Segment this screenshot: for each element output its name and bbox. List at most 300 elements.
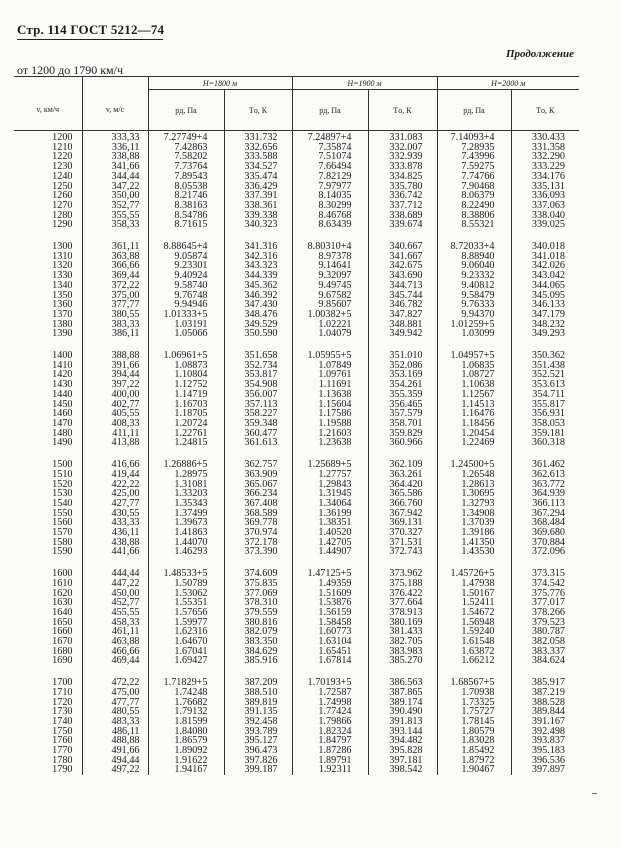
cell-v-kmh: 1640 [52, 606, 73, 618]
cell-temp-1800: 365.067 [224, 480, 292, 490]
cell-pressure-1900: 1.72587 [292, 688, 368, 698]
cell-pressure-1900: 1.07849 [292, 361, 368, 371]
cell-v-kmh: 1350 [52, 289, 73, 301]
cell-temp-1800: 348.476 [224, 310, 292, 320]
cell-pressure-1900: 1.11691 [292, 380, 368, 390]
cell-temp-2000: 342.026 [511, 261, 579, 271]
cell-v-ms: 497,22 [82, 765, 148, 775]
cell-temp-2000: 355.817 [511, 400, 579, 410]
cell-pressure-1800: 1.35343 [148, 499, 224, 509]
cell-temp-1800: 392.458 [224, 717, 292, 727]
cell-pressure-2000: 7.74766 [437, 172, 511, 182]
cell-v-kmh: 1280 [52, 209, 73, 221]
cell-pressure-2000: 1.70938 [437, 688, 511, 698]
cell-pressure-2000: 1.04957+5 [437, 351, 511, 361]
cell-pressure-1900: 1.65451 [292, 647, 368, 657]
cell-temp-1800: 379.559 [224, 608, 292, 618]
cell-temp-2000: 383.337 [511, 647, 579, 657]
cell-pressure-1900: 1.40520 [292, 528, 368, 538]
cell-pressure-1800: 7.58202 [148, 152, 224, 162]
cell-temp-2000: 364.939 [511, 489, 579, 499]
range-title: от 1200 до 1790 км/ч [17, 63, 123, 77]
cell-pressure-1900: 1.63104 [292, 637, 368, 647]
cell-temp-1800: 389.819 [224, 698, 292, 708]
col-header-v-ms: v, м/с [82, 90, 148, 131]
cell-temp-1800: 340.323 [224, 220, 292, 230]
cell-v-kmh: 1610 [52, 577, 73, 589]
cell-pressure-2000: 7.59275 [437, 162, 511, 172]
cell-temp-1900: 389.174 [368, 698, 437, 708]
cell-pressure-1800: 1.10804 [148, 370, 224, 380]
cell-v-kmh: 1520 [52, 478, 73, 490]
cell-temp-2000: 330.433 [511, 131, 579, 143]
cell-v-kmh: 1630 [52, 597, 73, 609]
col-header-pressure: pд, Па [148, 90, 224, 131]
cell-temp-1800: 366.234 [224, 489, 292, 499]
cell-pressure-2000: 1.32793 [437, 499, 511, 509]
cell-temp-1800: 391.135 [224, 707, 292, 717]
cell-pressure-2000: 9.76333 [437, 300, 511, 310]
cell-temp-1800: 385.916 [224, 656, 292, 666]
cell-pressure-1900: 7.24897+4 [292, 131, 368, 143]
cell-temp-2000: 385.917 [511, 678, 579, 688]
cell-pressure-1900: 7.51074 [292, 152, 368, 162]
cell-pressure-1900: 1.74998 [292, 698, 368, 708]
cell-pressure-1900: 1.04079 [292, 329, 368, 339]
cell-temp-1800: 342.316 [224, 252, 292, 262]
header-blank [14, 77, 82, 90]
cell-v-kmh: 1500 [52, 459, 73, 471]
cell-v-ms: 355,55 [82, 211, 148, 221]
cell-pressure-2000: 1.85492 [437, 746, 511, 756]
cell-v-kmh: 1300 [52, 241, 73, 253]
cell-pressure-1900: 1.29843 [292, 480, 368, 490]
cell-v-kmh: 1230 [52, 161, 73, 173]
cell-pressure-2000: 8.72033+4 [437, 242, 511, 252]
cell-temp-1800: 351.658 [224, 351, 292, 361]
cell-v-kmh: 1310 [52, 250, 73, 262]
cell-temp-2000: 337.063 [511, 201, 579, 211]
cell-temp-1800: 384.629 [224, 647, 292, 657]
cell-temp-1800: 372.178 [224, 538, 292, 548]
cell-temp-2000: 352.521 [511, 370, 579, 380]
cell-temp-1900: 358.701 [368, 419, 437, 429]
cell-temp-2000: 345.095 [511, 291, 579, 301]
cell-temp-1800: 341.316 [224, 242, 292, 252]
cell-v-kmh: 1320 [52, 260, 73, 272]
cell-v-kmh: 1530 [52, 488, 73, 500]
cell-pressure-2000: 9.23332 [437, 271, 511, 281]
cell-pressure-1800: 1.91622 [148, 756, 224, 766]
cell-temp-2000: 391.167 [511, 717, 579, 727]
cell-pressure-1900: 1.42705 [292, 538, 368, 548]
page-mark [592, 793, 597, 794]
cell-temp-1800: 388.510 [224, 688, 292, 698]
cell-pressure-1800: 7.27749+4 [148, 131, 224, 143]
cell-temp-2000: 334.176 [511, 172, 579, 182]
cell-temp-1800: 357.113 [224, 400, 292, 410]
cell-pressure-1800: 7.89543 [148, 172, 224, 182]
cell-temp-1800: 359.348 [224, 419, 292, 429]
cell-temp-1900: 352.086 [368, 361, 437, 371]
cell-v-ms: 402,77 [82, 400, 148, 410]
cell-pressure-2000: 1.52411 [437, 598, 511, 608]
cell-temp-1900: 338.689 [368, 211, 437, 221]
col-header-pressure: pд, Па [292, 90, 368, 131]
cell-v-kmh: 1410 [52, 359, 73, 371]
cell-temp-1800: 396.473 [224, 746, 292, 756]
cell-pressure-1900: 9.49745 [292, 281, 368, 291]
cell-v-ms: 475,00 [82, 688, 148, 698]
cell-v-kmh: 1450 [52, 398, 73, 410]
cell-v-ms: 452,77 [82, 598, 148, 608]
col-header-temperature: Tо, К [224, 90, 292, 131]
cell-pressure-2000: 1.03099 [437, 329, 511, 339]
cell-temp-1900: 341.667 [368, 252, 437, 262]
cell-temp-1800: 353.817 [224, 370, 292, 380]
cell-pressure-1900: 1.25689+5 [292, 460, 368, 470]
cell-pressure-1800: 9.23301 [148, 261, 224, 271]
cell-v-kmh: 1290 [52, 219, 73, 231]
cell-temp-2000: 332.290 [511, 152, 579, 162]
cell-temp-1800: 345.362 [224, 281, 292, 291]
table-row [14, 329, 579, 339]
cell-v-kmh: 1570 [52, 527, 73, 539]
cell-temp-2000: 366.113 [511, 499, 579, 509]
cell-v-kmh: 1390 [52, 328, 73, 340]
cell-pressure-1800: 1.18705 [148, 409, 224, 419]
cell-pressure-1800: 1.37499 [148, 509, 224, 519]
cell-temp-2000: 387.219 [511, 688, 579, 698]
cell-temp-1900: 344.713 [368, 281, 437, 291]
cell-temp-2000: 340.018 [511, 242, 579, 252]
cell-temp-1800: 363.909 [224, 470, 292, 480]
cell-v-kmh: 1270 [52, 199, 73, 211]
cell-temp-1800: 378.310 [224, 598, 292, 608]
cell-temp-1900: 381.433 [368, 627, 437, 637]
cell-pressure-2000: 1.39186 [437, 528, 511, 538]
cell-temp-1800: 350.590 [224, 329, 292, 339]
cell-temp-2000: 331.358 [511, 143, 579, 153]
cell-temp-1900: 366.760 [368, 499, 437, 509]
cell-pressure-1900: 1.92311 [292, 765, 368, 775]
cell-temp-1800: 368.589 [224, 509, 292, 519]
cell-pressure-1800: 1.59977 [148, 618, 224, 628]
cell-v-ms: 444,44 [82, 569, 148, 579]
cell-temp-2000: 370.884 [511, 538, 579, 548]
cell-v-ms: 377,77 [82, 300, 148, 310]
cell-temp-2000: 380.787 [511, 627, 579, 637]
cell-v-kmh: 1400 [52, 350, 73, 362]
cell-v-kmh: 1730 [52, 706, 73, 718]
cell-temp-1800: 374.609 [224, 569, 292, 579]
cell-v-kmh: 1420 [52, 369, 73, 381]
cell-temp-2000: 396.536 [511, 756, 579, 766]
cell-pressure-2000: 1.06835 [437, 361, 511, 371]
cell-v-ms: 469,44 [82, 656, 148, 666]
cell-temp-1800: 393.789 [224, 727, 292, 737]
cell-pressure-2000: 1.75727 [437, 707, 511, 717]
cell-temp-1900: 372.743 [368, 547, 437, 557]
cell-temp-1800: 356.007 [224, 390, 292, 400]
cell-pressure-2000: 1.59240 [437, 627, 511, 637]
cell-pressure-1900: 1.56159 [292, 608, 368, 618]
cell-pressure-1900: 1.47125+5 [292, 569, 368, 579]
cell-temp-1800: 338.361 [224, 201, 292, 211]
cell-temp-1800: 352.734 [224, 361, 292, 371]
cell-pressure-1800: 1.64670 [148, 637, 224, 647]
col-header-v-kmh: v, км/ч [14, 90, 82, 131]
cell-temp-2000: 343.042 [511, 271, 579, 281]
cell-temp-1900: 334.825 [368, 172, 437, 182]
page-header: Стр. 114 ГОСТ 5212—74 [17, 22, 165, 37]
cell-pressure-1900: 1.67814 [292, 656, 368, 666]
cell-pressure-1800: 1.62316 [148, 627, 224, 637]
cell-temp-2000: 368.484 [511, 518, 579, 528]
cell-pressure-1800: 1.06961+5 [148, 351, 224, 361]
cell-pressure-1800: 1.20724 [148, 419, 224, 429]
cell-v-kmh: 1750 [52, 725, 73, 737]
cell-temp-1900: 357.579 [368, 409, 437, 419]
cell-temp-1900: 382.705 [368, 637, 437, 647]
cell-pressure-1800: 1.01333+5 [148, 310, 224, 320]
cell-pressure-1900: 1.70193+5 [292, 678, 368, 688]
cell-temp-2000: 350.362 [511, 351, 579, 361]
cell-v-ms: 352,77 [82, 201, 148, 211]
cell-temp-2000: 348.232 [511, 320, 579, 330]
cell-v-kmh: 1460 [52, 408, 73, 420]
cell-pressure-1900: 9.67582 [292, 291, 368, 301]
cell-pressure-1900: 1.13638 [292, 390, 368, 400]
cell-pressure-1800: 1.79132 [148, 707, 224, 717]
cell-v-ms: 383,33 [82, 320, 148, 330]
cell-pressure-2000: 1.18456 [437, 419, 511, 429]
cell-pressure-1800: 9.94946 [148, 300, 224, 310]
cell-v-kmh: 1540 [52, 497, 73, 509]
cell-temp-1800: 375.835 [224, 579, 292, 589]
cell-pressure-2000: 1.08727 [437, 370, 511, 380]
cell-temp-1800: 354.908 [224, 380, 292, 390]
cell-v-ms: 369,44 [82, 271, 148, 281]
cell-pressure-1900: 1.44907 [292, 547, 368, 557]
cell-temp-1900: 331.083 [368, 131, 437, 143]
cell-pressure-2000: 1.50167 [437, 589, 511, 599]
cell-v-kmh: 1690 [52, 655, 73, 667]
cell-temp-2000: 362.613 [511, 470, 579, 480]
cell-pressure-1900: 1.17586 [292, 409, 368, 419]
cell-v-kmh: 1380 [52, 318, 73, 330]
cell-v-kmh: 1490 [52, 437, 73, 449]
cell-temp-1900: 370.327 [368, 528, 437, 538]
group-header-1800: H=1800 м [148, 77, 292, 90]
cell-pressure-2000: 1.22469 [437, 438, 511, 448]
cell-v-kmh: 1680 [52, 645, 73, 657]
cell-pressure-1900: 1.79866 [292, 717, 368, 727]
cell-temp-1900: 397.181 [368, 756, 437, 766]
cell-v-ms: 375,00 [82, 291, 148, 301]
cell-pressure-1900: 7.97977 [292, 182, 368, 192]
cell-v-ms: 413,88 [82, 438, 148, 448]
cell-temp-1800: 383.350 [224, 637, 292, 647]
cell-temp-1900: 354.261 [368, 380, 437, 390]
cell-temp-1900: 335.780 [368, 182, 437, 192]
cell-v-ms: 472,22 [82, 678, 148, 688]
table-row [14, 131, 579, 143]
cell-temp-2000: 378.266 [511, 608, 579, 618]
cell-temp-2000: 360.318 [511, 438, 579, 448]
cell-v-ms: 436,11 [82, 528, 148, 538]
cell-v-ms: 416,66 [82, 460, 148, 470]
cell-temp-2000: 379.523 [511, 618, 579, 628]
cell-pressure-1900: 8.14035 [292, 191, 368, 201]
cell-temp-1900: 395.828 [368, 746, 437, 756]
cell-temp-2000: 347.179 [511, 310, 579, 320]
cell-temp-1800: 399.187 [224, 765, 292, 775]
cell-v-kmh: 1330 [52, 270, 73, 282]
cell-temp-1800: 373.390 [224, 547, 292, 557]
cell-pressure-1900: 9.14641 [292, 261, 368, 271]
cell-temp-2000: 353.613 [511, 380, 579, 390]
cell-pressure-2000: 8.88940 [437, 252, 511, 262]
cell-v-ms: 425,00 [82, 489, 148, 499]
cell-pressure-1800: 1.76682 [148, 698, 224, 708]
cell-temp-1900: 393.144 [368, 727, 437, 737]
cell-v-ms: 466,66 [82, 647, 148, 657]
cell-v-ms: 341,66 [82, 162, 148, 172]
cell-pressure-1800: 1.53062 [148, 589, 224, 599]
cell-pressure-1800: 8.05538 [148, 182, 224, 192]
cell-v-ms: 363,88 [82, 252, 148, 262]
cell-pressure-1800: 8.38163 [148, 201, 224, 211]
header-blank [82, 77, 148, 90]
cell-temp-2000: 388.528 [511, 698, 579, 708]
cell-pressure-1800: 1.08873 [148, 361, 224, 371]
cell-temp-2000: 382.058 [511, 637, 579, 647]
cell-pressure-2000: 7.14093+4 [437, 131, 511, 143]
cell-temp-1800: 347.430 [224, 300, 292, 310]
cell-pressure-1800: 1.28975 [148, 470, 224, 480]
cell-v-kmh: 1720 [52, 696, 73, 708]
cell-pressure-2000: 1.63872 [437, 647, 511, 657]
cell-pressure-1900: 1.34064 [292, 499, 368, 509]
cell-pressure-2000: 9.94370 [437, 310, 511, 320]
cell-pressure-1800: 1.22761 [148, 429, 224, 439]
cell-temp-1800: 344.339 [224, 271, 292, 281]
cell-pressure-1800: 1.74248 [148, 688, 224, 698]
cell-v-ms: 419,44 [82, 470, 148, 480]
cell-v-kmh: 1470 [52, 417, 73, 429]
cell-v-kmh: 1480 [52, 427, 73, 439]
cell-pressure-2000: 1.37039 [437, 518, 511, 528]
cell-pressure-1900: 1.19588 [292, 419, 368, 429]
cell-temp-1800: 346.392 [224, 291, 292, 301]
cell-pressure-2000: 7.90468 [437, 182, 511, 192]
cell-pressure-1900: 1.51609 [292, 589, 368, 599]
cell-pressure-1900: 8.97378 [292, 252, 368, 262]
cell-pressure-1900: 9.85607 [292, 300, 368, 310]
cell-v-kmh: 1260 [52, 190, 73, 202]
cell-pressure-1800: 1.39673 [148, 518, 224, 528]
cell-pressure-2000: 1.47938 [437, 579, 511, 589]
cell-v-kmh: 1550 [52, 507, 73, 519]
cell-temp-1800: 377.069 [224, 589, 292, 599]
cell-temp-1800: 369.778 [224, 518, 292, 528]
cell-temp-1800: 397.826 [224, 756, 292, 766]
cell-pressure-2000: 9.06040 [437, 261, 511, 271]
cell-v-ms: 483,33 [82, 717, 148, 727]
cell-v-ms: 477,77 [82, 698, 148, 708]
cell-temp-1900: 380.169 [368, 618, 437, 628]
cell-pressure-1900: 1.84797 [292, 736, 368, 746]
cell-temp-1900: 337.712 [368, 201, 437, 211]
cell-temp-1900: 363.261 [368, 470, 437, 480]
cell-v-ms: 361,11 [82, 242, 148, 252]
cell-pressure-2000: 8.55321 [437, 220, 511, 230]
cell-temp-1800: 349.529 [224, 320, 292, 330]
cell-temp-2000: 354.711 [511, 390, 579, 400]
cell-temp-2000: 356.931 [511, 409, 579, 419]
cell-temp-1800: 367.408 [224, 499, 292, 509]
cell-pressure-2000: 8.38806 [437, 211, 511, 221]
cell-pressure-1800: 1.94167 [148, 765, 224, 775]
cell-temp-1900: 359.829 [368, 429, 437, 439]
cell-pressure-1900: 8.63439 [292, 220, 368, 230]
cell-pressure-1800: 1.33203 [148, 489, 224, 499]
cell-temp-1800: 333.588 [224, 152, 292, 162]
cell-v-kmh: 1580 [52, 536, 73, 548]
cell-v-kmh: 1710 [52, 686, 73, 698]
table-row [14, 765, 579, 775]
cell-pressure-2000: 1.87972 [437, 756, 511, 766]
cell-pressure-1900: 1.77424 [292, 707, 368, 717]
cell-temp-1900: 355.359 [368, 390, 437, 400]
cell-temp-1800: 395.127 [224, 736, 292, 746]
cell-temp-2000: 336.093 [511, 191, 579, 201]
cell-v-kmh: 1620 [52, 587, 73, 599]
cell-v-kmh: 1780 [52, 754, 73, 766]
cell-v-ms: 438,88 [82, 538, 148, 548]
continuation-label: Продолжение [505, 48, 574, 60]
cell-pressure-2000: 1.90467 [437, 765, 511, 775]
cell-pressure-2000: 8.22490 [437, 201, 511, 211]
cell-v-kmh: 1510 [52, 468, 73, 480]
cell-pressure-1900: 9.32097 [292, 271, 368, 281]
cell-temp-1900: 371.531 [368, 538, 437, 548]
cell-pressure-2000: 1.16476 [437, 409, 511, 419]
cell-pressure-2000: 1.68567+5 [437, 678, 511, 688]
table-body [14, 131, 579, 776]
cell-pressure-2000: 1.24500+5 [437, 460, 511, 470]
cell-pressure-1900: 8.30299 [292, 201, 368, 211]
cell-v-kmh: 1220 [52, 151, 73, 163]
cell-temp-1800: 343.323 [224, 261, 292, 271]
cell-pressure-1800: 8.88645+4 [148, 242, 224, 252]
cell-pressure-1900: 1.87286 [292, 746, 368, 756]
cell-pressure-1900: 8.80310+4 [292, 242, 368, 252]
cell-pressure-1900: 1.31945 [292, 489, 368, 499]
cell-temp-1900: 378.913 [368, 608, 437, 618]
cell-temp-2000: 373.315 [511, 569, 579, 579]
cell-v-ms: 400,00 [82, 390, 148, 400]
cell-v-ms: 422,22 [82, 480, 148, 490]
col-header-temperature: Tо, К [511, 90, 579, 131]
cell-temp-1800: 380.816 [224, 618, 292, 628]
cell-pressure-2000: 9.40812 [437, 281, 511, 291]
cell-temp-1900: 365.586 [368, 489, 437, 499]
cell-pressure-1900: 7.82129 [292, 172, 368, 182]
cell-pressure-1900: 1.60773 [292, 627, 368, 637]
cell-pressure-1800: 1.16703 [148, 400, 224, 410]
